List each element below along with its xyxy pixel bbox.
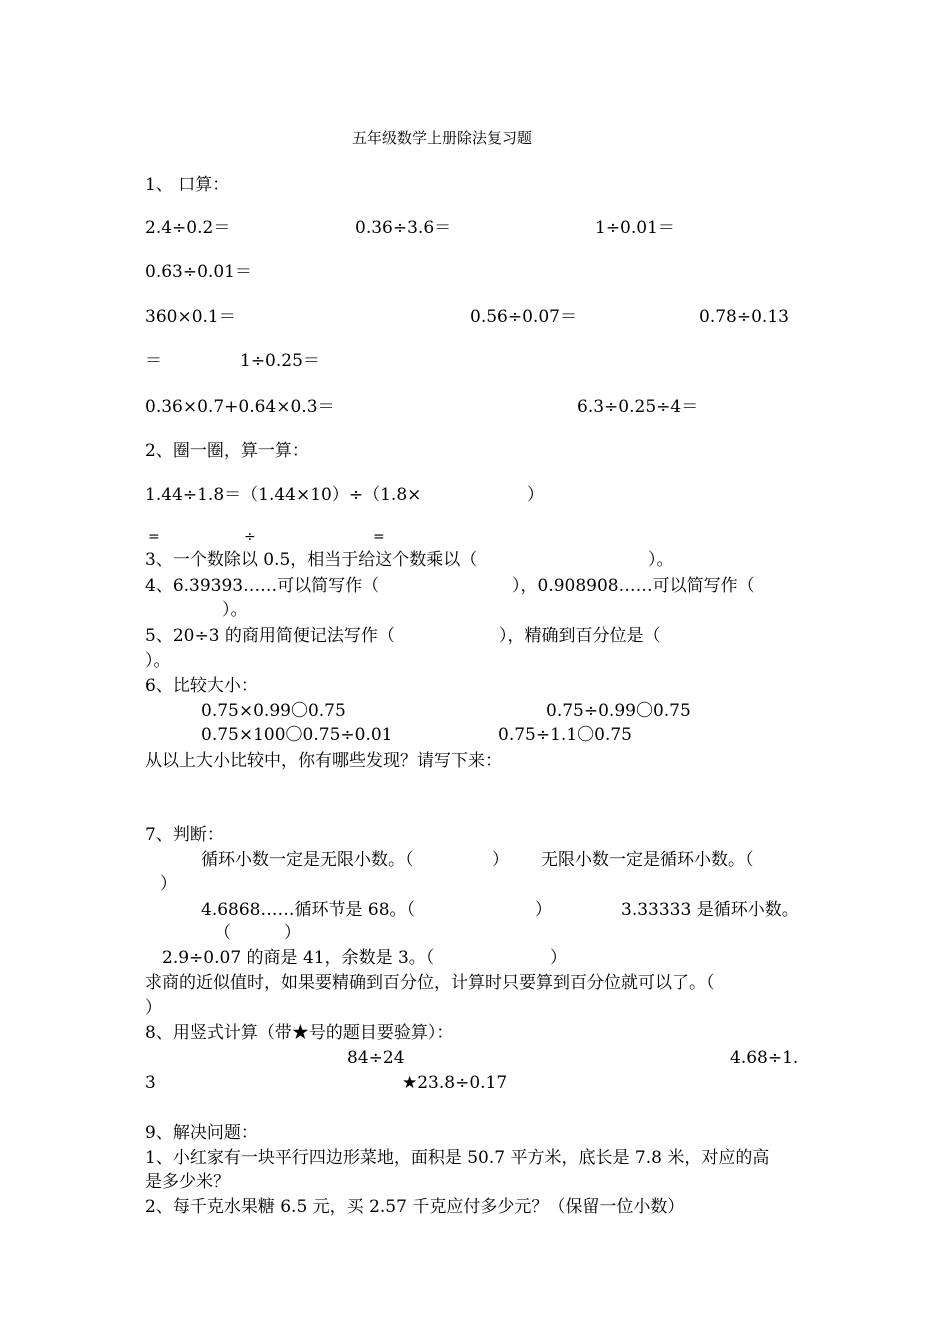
q1-item: 2.4÷0.2＝ [145, 218, 231, 238]
q8-heading: 8、用竖式计算（带★号的题目要验算）： [145, 1023, 454, 1043]
q7-paren-open: （ [214, 923, 231, 943]
q7-heading: 7、判断： [145, 825, 224, 845]
q1-item: 360×0.1＝ [145, 307, 236, 327]
q9-heading: 9、解决问题： [145, 1123, 258, 1143]
q4-text-close: ）。 [222, 600, 248, 620]
q9-problem: 2、每千克水果糖 6.5 元，买 2.57 千克应付多少元？（保留一位小数） [145, 1197, 685, 1217]
q3-text-close: ）。 [648, 550, 674, 570]
q7-statement: 3.33333 是循环小数。 [621, 900, 799, 920]
q6-item: 0.75÷0.99〇0.75 [546, 701, 691, 721]
q1-item: 6.3÷0.25÷4＝ [577, 397, 699, 417]
q7-statement: 求商的近似值时，如果要精确到百分位，计算时只要算到百分位就可以了。（ [145, 973, 715, 993]
q2-line-close: ） [527, 485, 544, 505]
q8-exercise: ★23.8÷0.17 [402, 1073, 508, 1093]
q2-line: 1.44÷1.8＝（1.44×10）÷（1.8× [145, 485, 422, 505]
q8-exercise: 4.68÷1. [730, 1048, 799, 1068]
q1-item: 0.63÷0.01＝ [145, 262, 252, 282]
q5-text: 5、20÷3 的商用简便记法写作（ [145, 626, 395, 646]
q7-statement: 4.6868……循环节是 68。（ [201, 900, 416, 920]
q2-eq: = [148, 529, 160, 545]
q7-paren-close: ） [492, 850, 509, 870]
q4-text: ），0.908908……可以简写作（ [512, 576, 755, 596]
q6-item: 0.75×0.99〇0.75 [201, 701, 346, 721]
q7-paren-close: ） [160, 874, 177, 894]
q9-problem: 是多少米？ [145, 1172, 230, 1192]
q6-item: 0.75÷1.1〇0.75 [498, 725, 632, 745]
q7-statement: 循环小数一定是无限小数。（ [201, 850, 414, 870]
q7-statement: 无限小数一定是循环小数。（ [541, 850, 754, 870]
q7-paren-close: ） [284, 923, 301, 943]
q7-paren-close: ） [550, 948, 567, 968]
q9-problem: 1、小红家有一块平行四边形菜地，面积是 50.7 平方米，底长是 7.8 米，对应的高 [145, 1148, 770, 1168]
q2-div: ÷ [244, 529, 256, 545]
q1-item: ＝ [145, 351, 162, 371]
q4-text: 4、6.39393……可以简写作（ [145, 576, 380, 596]
q8-exercise: 3 [145, 1073, 156, 1093]
q5-text-close: ）。 [145, 651, 171, 671]
q1-heading: 1、 口算： [145, 175, 230, 195]
q6-prompt: 从以上大小比较中，你有哪些发现？请写下来： [145, 751, 502, 771]
page-title: 五年级数学上册除法复习题 [352, 129, 533, 147]
q1-item: 0.78÷0.13 [699, 307, 789, 327]
q3-text: 3、一个数除以 0.5，相当于给这个数乘以（ [145, 550, 478, 570]
q2-heading: 2、圈一圈，算一算： [145, 441, 309, 461]
q5-text: ），精确到百分位是（ [499, 626, 661, 646]
q8-exercise: 84÷24 [347, 1048, 405, 1068]
q1-item: 1÷0.25＝ [240, 351, 320, 371]
q2-eq: = [373, 529, 385, 545]
q6-item: 0.75×100〇0.75÷0.01 [201, 725, 393, 745]
q7-statement: 2.9÷0.07 的商是 41，余数是 3。（ [162, 948, 435, 968]
q1-item: 1÷0.01＝ [595, 218, 675, 238]
q1-item: 0.56÷0.07＝ [470, 307, 577, 327]
q6-heading: 6、比较大小： [145, 676, 258, 696]
q1-item: 0.36÷3.6＝ [355, 218, 452, 238]
q7-paren-close: ） [145, 998, 162, 1018]
q1-item: 0.36×0.7+0.64×0.3＝ [145, 397, 335, 417]
q7-paren-close: ） [535, 900, 552, 920]
